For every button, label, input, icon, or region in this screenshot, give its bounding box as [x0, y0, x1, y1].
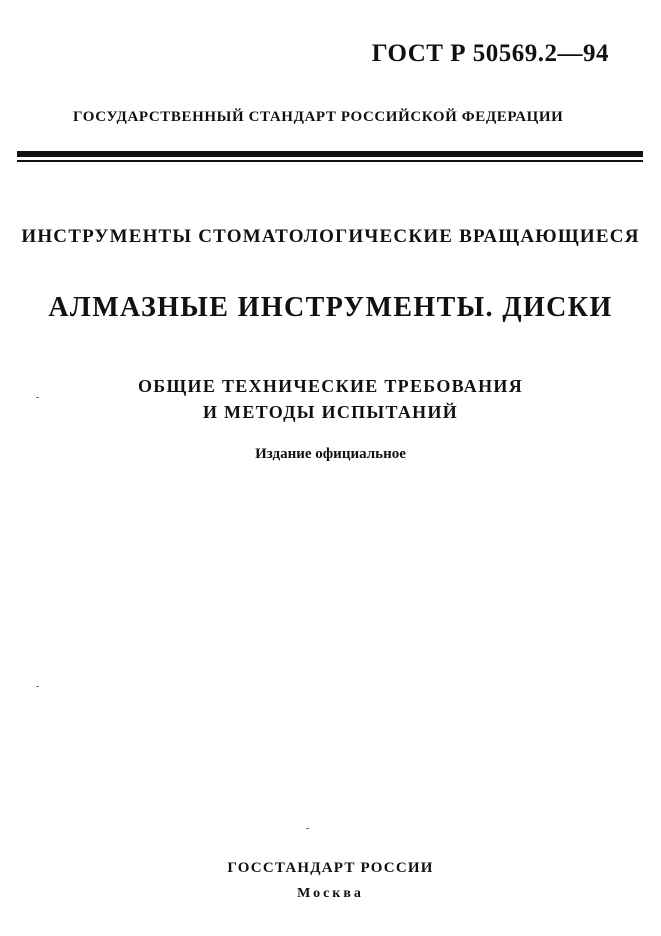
- edition-label: Издание официальное: [255, 446, 406, 462]
- subtitle: [0, 373, 661, 425]
- issuer-line: ГОСУДАРСТВЕННЫЙ СТАНДАРТ РОССИЙСКОЙ ФЕДЕРАЦИИ: [73, 109, 564, 125]
- document-number: ГОСТ Р 50569.2—94: [371, 40, 609, 67]
- subtitle-line-1: ОБЩИЕ ТЕХНИЧЕСКИЕ ТРЕБОВАНИЯ: [137, 376, 524, 396]
- scan-speck: [36, 397, 39, 398]
- header-rule-thin: [17, 160, 643, 162]
- header-rule-thick: [17, 151, 643, 157]
- publisher: ГОССТАНДАРТ РОССИИ: [227, 860, 434, 876]
- group-title: ИНСТРУМЕНТЫ СТОМАТОЛОГИЧЕСКИЕ ВРАЩАЮЩИЕСЯ: [21, 226, 640, 247]
- subtitle-line-2: И МЕТОДЫ ИСПЫТАНИЙ: [202, 402, 459, 422]
- scan-speck: [36, 686, 39, 687]
- scan-speck: [306, 828, 309, 829]
- main-title: АЛМАЗНЫЕ ИНСТРУМЕНТЫ. ДИСКИ: [48, 292, 613, 323]
- publication-city: Москва: [297, 886, 364, 901]
